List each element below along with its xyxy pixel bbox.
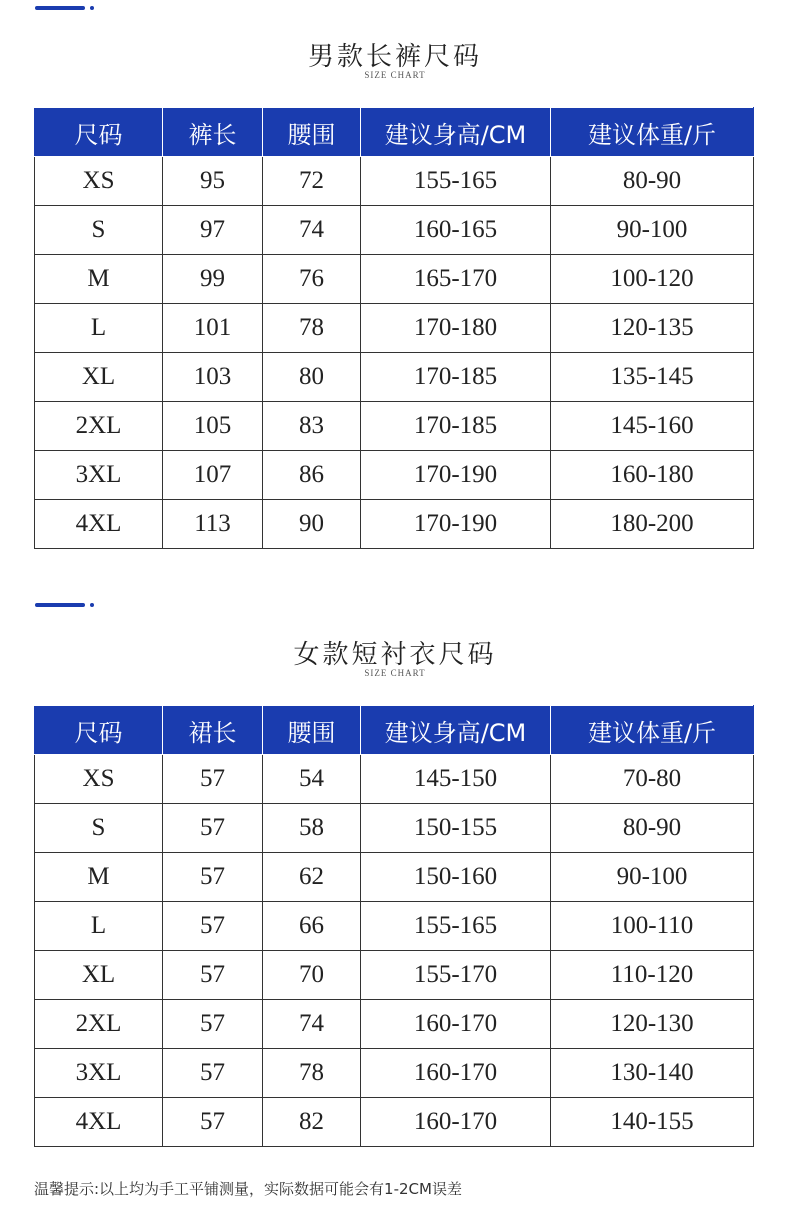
table-cell: 103 bbox=[163, 353, 263, 402]
table-cell: 3XL bbox=[35, 1049, 163, 1098]
table-cell: 107 bbox=[163, 451, 263, 500]
table-cell: 57 bbox=[163, 755, 263, 804]
table-cell: 58 bbox=[263, 804, 361, 853]
table-cell: 140-155 bbox=[551, 1098, 754, 1147]
header-cell: 建议身高/CM bbox=[361, 108, 551, 157]
table-cell: 74 bbox=[263, 206, 361, 255]
table-cell: 170-180 bbox=[361, 304, 551, 353]
table-cell: S bbox=[35, 206, 163, 255]
table-cell: 80-90 bbox=[551, 157, 754, 206]
header-cell: 建议体重/斤 bbox=[551, 706, 754, 755]
table-cell: 70-80 bbox=[551, 755, 754, 804]
table-cell: 160-180 bbox=[551, 451, 754, 500]
table-cell: 100-120 bbox=[551, 255, 754, 304]
table-cell: M bbox=[35, 853, 163, 902]
table-cell: 82 bbox=[263, 1098, 361, 1147]
header-cell: 裤长 bbox=[163, 108, 263, 157]
table-cell: M bbox=[35, 255, 163, 304]
men-subtitle: SIZE CHART bbox=[364, 70, 426, 80]
table-cell: 95 bbox=[163, 157, 263, 206]
accent-bar-women bbox=[35, 603, 85, 607]
table-cell: 83 bbox=[263, 402, 361, 451]
table-cell: S bbox=[35, 804, 163, 853]
table-cell: 155-170 bbox=[361, 951, 551, 1000]
header-cell: 建议身高/CM bbox=[361, 706, 551, 755]
table-cell: 135-145 bbox=[551, 353, 754, 402]
header-cell: 建议体重/斤 bbox=[551, 108, 754, 157]
table-cell: 57 bbox=[163, 951, 263, 1000]
table-cell: 150-155 bbox=[361, 804, 551, 853]
table-cell: 57 bbox=[163, 804, 263, 853]
header-cell: 腰围 bbox=[263, 108, 361, 157]
table-row bbox=[35, 755, 754, 804]
table-cell: 57 bbox=[163, 902, 263, 951]
table-cell: L bbox=[35, 304, 163, 353]
table-cell: 70 bbox=[263, 951, 361, 1000]
table-row bbox=[35, 451, 754, 500]
table-row bbox=[35, 255, 754, 304]
table-cell: 57 bbox=[163, 1049, 263, 1098]
table-header-row bbox=[35, 108, 754, 157]
table-cell: 90-100 bbox=[551, 206, 754, 255]
header-cell: 尺码 bbox=[35, 706, 163, 755]
table-cell: 86 bbox=[263, 451, 361, 500]
table-cell: 97 bbox=[163, 206, 263, 255]
table-row bbox=[35, 1049, 754, 1098]
header-cell: 尺码 bbox=[35, 108, 163, 157]
table-cell: 57 bbox=[163, 1098, 263, 1147]
table-cell: XL bbox=[35, 951, 163, 1000]
table-cell: 160-170 bbox=[361, 1000, 551, 1049]
table-cell: 57 bbox=[163, 1000, 263, 1049]
table-cell: 78 bbox=[263, 1049, 361, 1098]
table-cell: 160-170 bbox=[361, 1098, 551, 1147]
table-cell: 3XL bbox=[35, 451, 163, 500]
table-cell: 165-170 bbox=[361, 255, 551, 304]
women-table-body bbox=[35, 755, 754, 1147]
table-cell: 145-160 bbox=[551, 402, 754, 451]
table-row bbox=[35, 804, 754, 853]
table-row bbox=[35, 1098, 754, 1147]
table-cell: 120-135 bbox=[551, 304, 754, 353]
table-row bbox=[35, 853, 754, 902]
table-cell: 120-130 bbox=[551, 1000, 754, 1049]
table-row bbox=[35, 353, 754, 402]
table-cell: 57 bbox=[163, 853, 263, 902]
table-cell: 80 bbox=[263, 353, 361, 402]
table-row bbox=[35, 402, 754, 451]
table-cell: 100-110 bbox=[551, 902, 754, 951]
table-row bbox=[35, 1000, 754, 1049]
table-cell: 66 bbox=[263, 902, 361, 951]
table-cell: 170-185 bbox=[361, 402, 551, 451]
table-cell: 54 bbox=[263, 755, 361, 804]
table-cell: 180-200 bbox=[551, 500, 754, 549]
table-cell: 145-150 bbox=[361, 755, 551, 804]
table-header-row bbox=[35, 706, 754, 755]
table-cell: XS bbox=[35, 157, 163, 206]
women-subtitle: SIZE CHART bbox=[364, 668, 426, 678]
table-cell: 4XL bbox=[35, 1098, 163, 1147]
table-cell: 90 bbox=[263, 500, 361, 549]
table-cell: 150-160 bbox=[361, 853, 551, 902]
header-cell: 腰围 bbox=[263, 706, 361, 755]
accent-dot-women bbox=[90, 603, 94, 607]
table-cell: 160-165 bbox=[361, 206, 551, 255]
table-cell: 74 bbox=[263, 1000, 361, 1049]
table-cell: 76 bbox=[263, 255, 361, 304]
table-row bbox=[35, 206, 754, 255]
table-cell: 170-190 bbox=[361, 451, 551, 500]
table-cell: 155-165 bbox=[361, 902, 551, 951]
accent-bar-men bbox=[35, 6, 85, 10]
table-cell: 2XL bbox=[35, 1000, 163, 1049]
table-row bbox=[35, 304, 754, 353]
women-size-table bbox=[34, 705, 754, 1147]
table-cell: 110-120 bbox=[551, 951, 754, 1000]
table-cell: L bbox=[35, 902, 163, 951]
men-size-table bbox=[34, 107, 754, 549]
table-cell: XS bbox=[35, 755, 163, 804]
table-cell: 155-165 bbox=[361, 157, 551, 206]
measurement-note: 温馨提示:以上均为手工平铺测量，实际数据可能会有1-2CM误差 bbox=[34, 1180, 462, 1198]
women-title: 女款短衬衣尺码 bbox=[293, 640, 497, 670]
table-cell: 160-170 bbox=[361, 1049, 551, 1098]
table-row bbox=[35, 157, 754, 206]
table-cell: 72 bbox=[263, 157, 361, 206]
table-cell: 113 bbox=[163, 500, 263, 549]
header-cell: 裙长 bbox=[163, 706, 263, 755]
table-row bbox=[35, 902, 754, 951]
table-cell: 105 bbox=[163, 402, 263, 451]
table-cell: 2XL bbox=[35, 402, 163, 451]
table-cell: 78 bbox=[263, 304, 361, 353]
table-cell: 130-140 bbox=[551, 1049, 754, 1098]
men-table-body bbox=[35, 157, 754, 549]
table-cell: 99 bbox=[163, 255, 263, 304]
table-cell: 101 bbox=[163, 304, 263, 353]
table-cell: 170-185 bbox=[361, 353, 551, 402]
table-row bbox=[35, 951, 754, 1000]
table-cell: 4XL bbox=[35, 500, 163, 549]
table-cell: 170-190 bbox=[361, 500, 551, 549]
men-title: 男款长裤尺码 bbox=[307, 42, 482, 72]
table-row bbox=[35, 500, 754, 549]
accent-dot-men bbox=[90, 6, 94, 10]
table-cell: 90-100 bbox=[551, 853, 754, 902]
table-cell: 62 bbox=[263, 853, 361, 902]
table-cell: XL bbox=[35, 353, 163, 402]
table-cell: 80-90 bbox=[551, 804, 754, 853]
